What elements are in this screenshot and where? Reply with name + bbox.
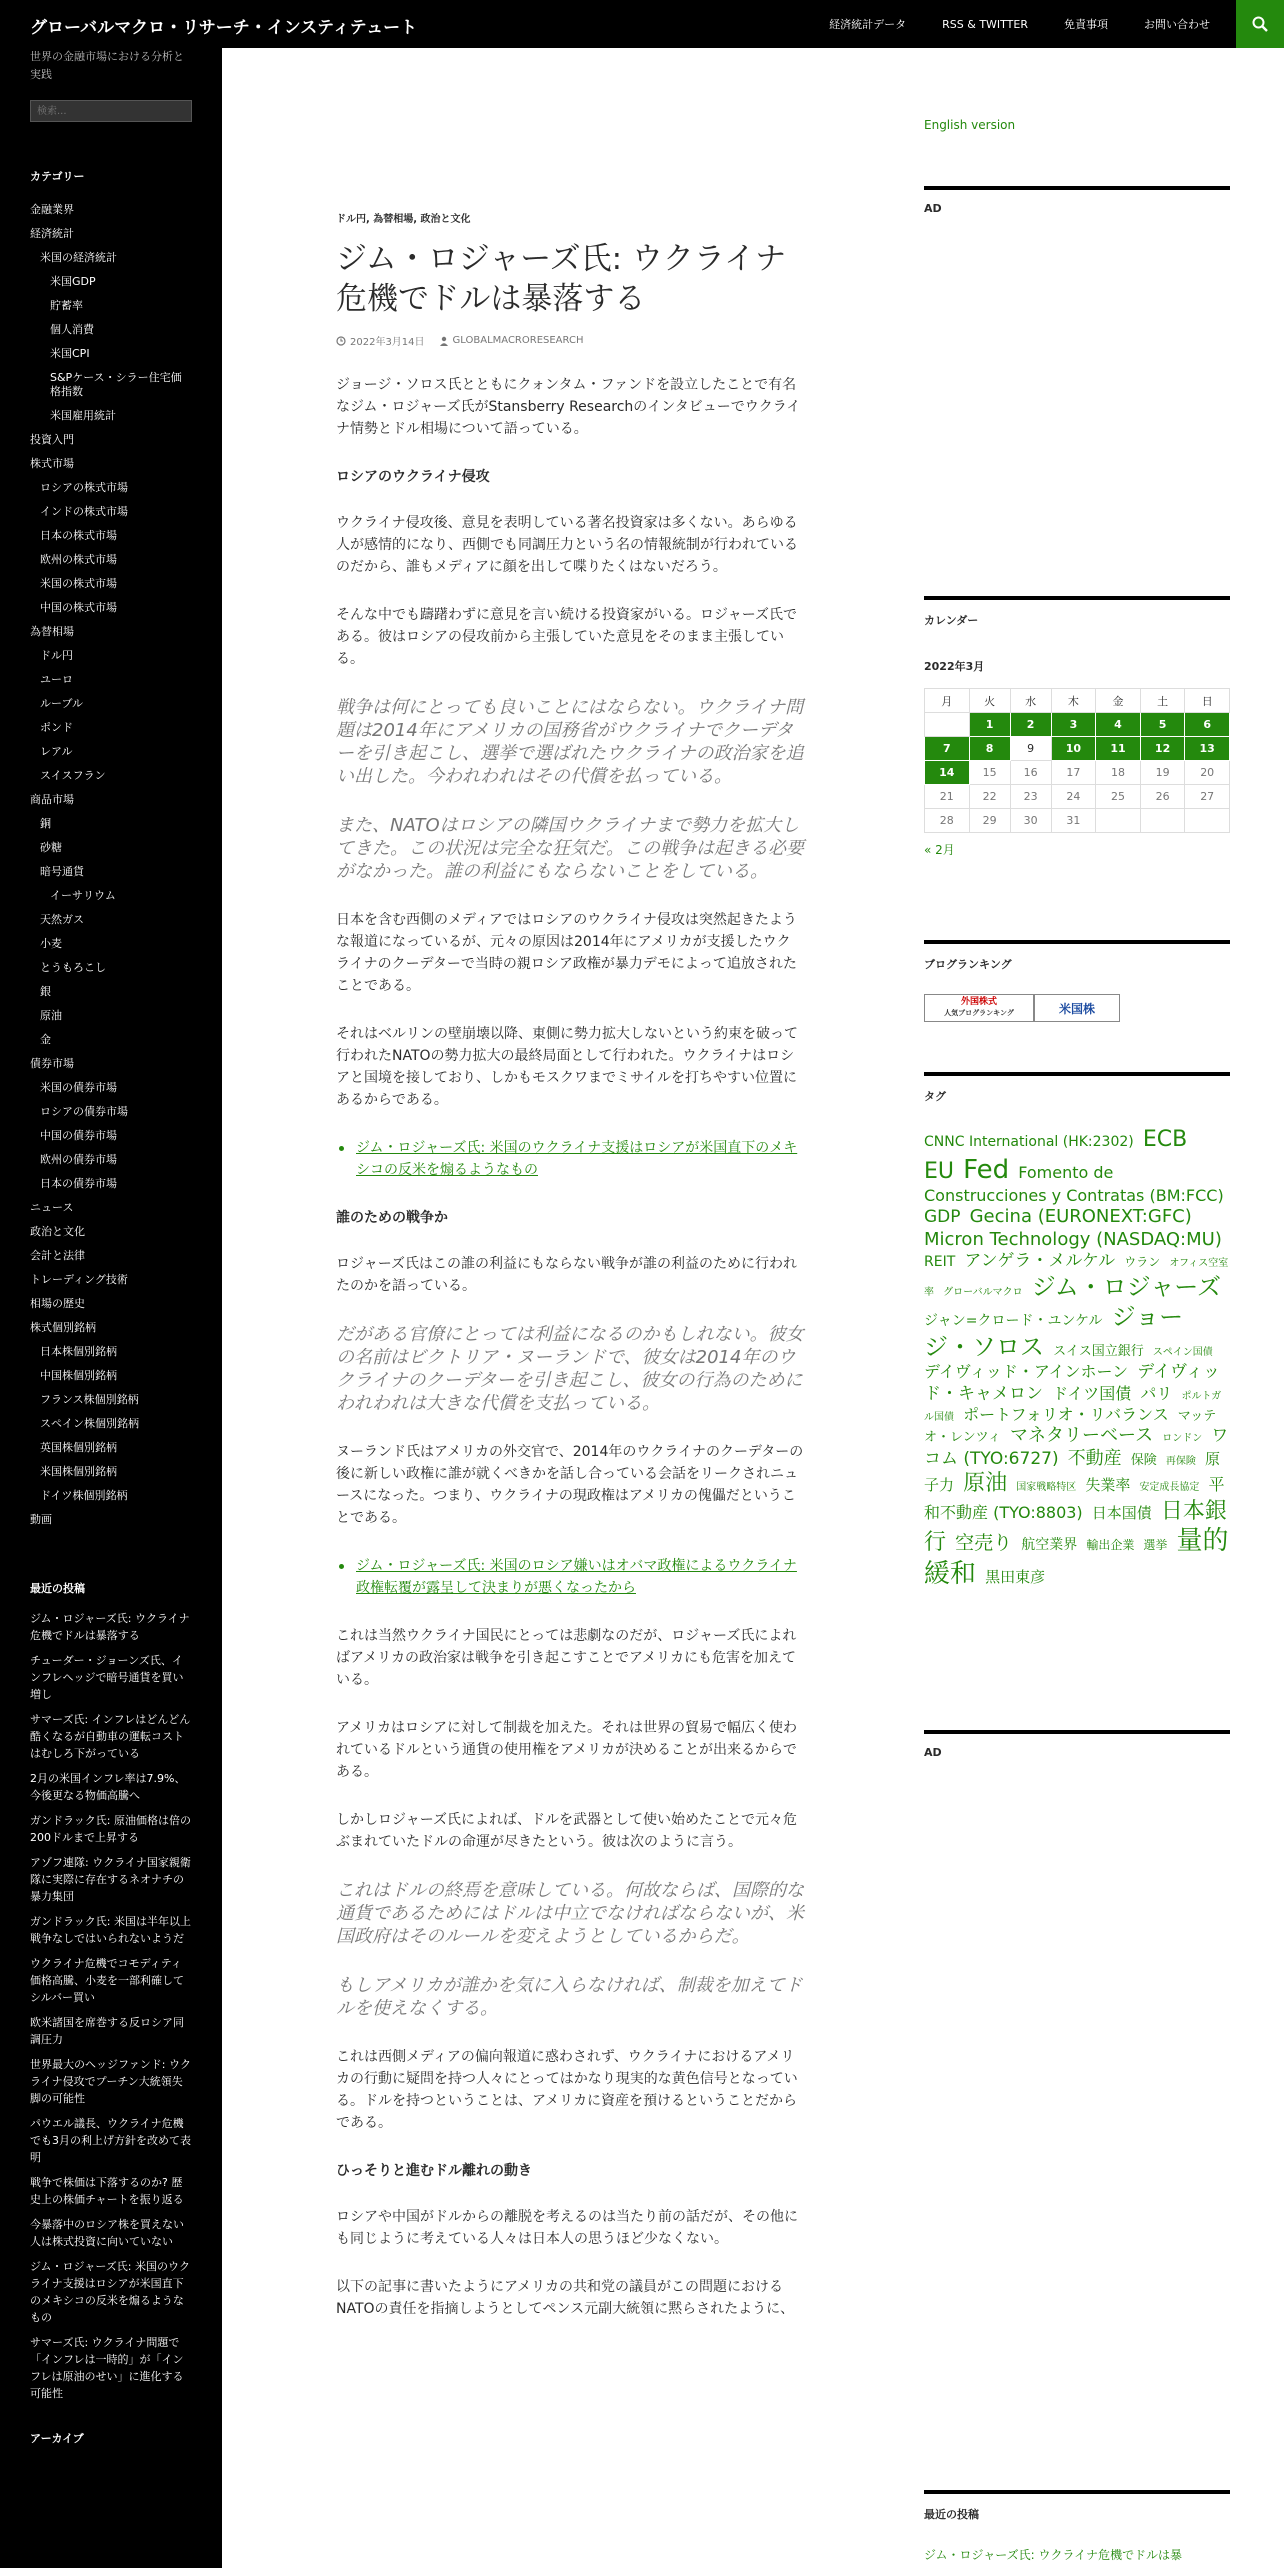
- paragraph: ヌーランド氏はアメリカの外交官で、2014年のウクライナのクーデターの後に新しい政権に誰が就くべきかを話し合っている会話をリークされニュースになった。つまり、ウクライナの現政権はアメリカの傀儡だということである。: [336, 1444, 804, 1526]
- calendar-day: 18: [1096, 761, 1141, 785]
- calendar-table: [924, 688, 1230, 833]
- recent-post-link[interactable]: ジム・ロジャーズ氏: ウクライナ危機でドルは暴: [924, 2548, 1182, 2562]
- tag-link[interactable]: 量的緩和: [924, 1526, 1229, 1589]
- calendar-day: 20: [1185, 761, 1230, 785]
- calendar-day: 16: [1010, 761, 1051, 785]
- category-item[interactable]: 砂糖: [40, 841, 62, 854]
- category-item[interactable]: 欧州の株式市場: [40, 553, 117, 566]
- tag-link[interactable]: アンゲラ・メルケル: [964, 1251, 1116, 1271]
- paragraph: アメリカはロシアに対して制裁を加えた。それは世界の貿易で幅広く使われているドルという通貨の使用権をアメリカが決めることが出来るからである。: [336, 1720, 798, 1780]
- category-item[interactable]: 為替相場: [30, 625, 74, 638]
- category-item[interactable]: イーサリウム: [50, 889, 116, 902]
- category-item[interactable]: 天然ガス: [40, 913, 84, 926]
- category-item[interactable]: 欧州の債券市場: [40, 1153, 117, 1166]
- category-item[interactable]: 米国の株式市場: [40, 577, 117, 590]
- category-item[interactable]: 英国株個別銘柄: [40, 1441, 117, 1454]
- category-item[interactable]: 中国の株式市場: [40, 601, 117, 614]
- recent-post-link[interactable]: 戦争で株価は下落するのか? 歴史上の株価チャートを振り返る: [30, 2176, 184, 2206]
- category-item[interactable]: 個人消費: [50, 323, 94, 336]
- tag-link[interactable]: マッテオ・レンツィ: [924, 1408, 1217, 1445]
- paragraph: ウクライナ侵攻後、意見を表明している著名投資家は多くない。あらゆる人が感情的になり、西側でも同調圧力という名の情報統制が行われているのだから、誰もメディアに顔を出して喋りたくはないだろう。: [336, 515, 798, 575]
- tag-link[interactable]: マネタリーベース: [1010, 1425, 1154, 1446]
- category-item[interactable]: ドイツ株個別銘柄: [40, 1489, 128, 1502]
- recent-post-link[interactable]: サマーズ氏: インフレはどんどん酷くなるが自動車の運転コストはむしろ下がっている: [30, 1713, 191, 1760]
- calendar-day: 30: [1010, 809, 1051, 833]
- recent-posts-list: [30, 1610, 192, 2402]
- calendar-heading: カレンダー: [924, 614, 979, 627]
- calendar-day[interactable]: 10: [1051, 737, 1096, 761]
- calendar-widget: [924, 596, 1230, 858]
- nav-item-contact[interactable]: お問い合わせ: [1144, 18, 1210, 31]
- entry-date-text: 2022年3月14日: [350, 337, 425, 348]
- tag-link[interactable]: 不動産: [1067, 1447, 1122, 1469]
- calendar-day[interactable]: 12: [1140, 737, 1185, 761]
- recent-post-link[interactable]: パウエル議長、ウクライナ危機でも3月の利上げ方針を改めて表明: [30, 2117, 191, 2164]
- category-item[interactable]: 米国CPI: [50, 347, 90, 360]
- calendar-day: 9: [1010, 737, 1051, 761]
- banner-line: 米国株: [1058, 1001, 1095, 1016]
- ad-widget: [924, 1730, 1230, 1759]
- category-item[interactable]: 日本株個別銘柄: [40, 1345, 117, 1358]
- entry-author[interactable]: [439, 335, 584, 346]
- tags-widget: [924, 1072, 1230, 1590]
- category-item[interactable]: 小麦: [40, 937, 62, 950]
- recent-post-link[interactable]: ジム・ロジャーズ氏: 米国のウクライナ支援はロシアが米国直下のメキシコの反米を煽るようなもの: [30, 2260, 190, 2324]
- calendar-day: 27: [1185, 785, 1230, 809]
- category-item[interactable]: トレーディング技術: [30, 1273, 128, 1286]
- category-item[interactable]: 銅: [40, 817, 51, 830]
- tag-link[interactable]: 輸出企業: [1086, 1538, 1135, 1552]
- category-item[interactable]: ロシアの株式市場: [40, 481, 128, 494]
- us-stock-banner[interactable]: [1034, 994, 1120, 1022]
- calendar-day[interactable]: 4: [1096, 713, 1141, 737]
- nav-item-disclaimer[interactable]: 免責事項: [1064, 18, 1108, 31]
- recent-post-link[interactable]: サマーズ氏: ウクライナ問題で「インフレは一時的」が「インフレは原油のせい」に進化する可能性: [30, 2336, 184, 2400]
- related-article-link[interactable]: ジム・ロジャーズ氏: 米国のロシア嫌いはオバマ政権によるウクライナ政権転覆が露呈して決まりが悪くなったから: [356, 1558, 797, 1596]
- tag-link[interactable]: 安定成長協定: [1139, 1482, 1200, 1493]
- section-heading: ひっそりと進むドル離れの動き: [336, 2163, 532, 2179]
- tag-link[interactable]: 日本銀行: [924, 1498, 1227, 1555]
- site-tagline: 世界の金融市場における分析と実践: [30, 50, 184, 81]
- blockquote: もしアメリカが誰かを気に入らなければ、制裁を加えてドルを使えなくする。: [336, 1975, 803, 2019]
- category-item[interactable]: 米国の経済統計: [40, 251, 117, 264]
- calendar-day: 25: [1096, 785, 1141, 809]
- recent-posts-heading: 最近の投稿: [30, 1582, 85, 1595]
- ranking-banners: [924, 994, 1230, 1022]
- blockquote: 戦争は何にとっても良いことにはならない。ウクライナ問題は2014年にアメリカの国務省がウクライナでクーデターを引き起こし、選挙で選ばれたウクライナの政治家を追い出した。今われわれはその代償を払っている。: [336, 697, 804, 787]
- search-icon: [1251, 15, 1269, 33]
- calendar-caption: 2022年3月: [924, 660, 985, 673]
- category-item[interactable]: ユーロ: [40, 673, 73, 686]
- calendar-day[interactable]: 14: [925, 761, 970, 785]
- tag-link[interactable]: デイヴィッド・キャメロン: [924, 1362, 1221, 1404]
- nav-item-rss-twitter[interactable]: RSS & TWITTER: [942, 17, 1028, 31]
- calendar-day: 17: [1051, 761, 1096, 785]
- tag-link[interactable]: CNNC International (HK:2302): [924, 1134, 1134, 1150]
- calendar-weekday: 木: [1051, 689, 1096, 713]
- section-heading: ロシアのウクライナ侵攻: [336, 469, 490, 485]
- paragraph: これは西側メディアの偏向報道に惑わされず、ウクライナにおけるアメリカの行動に疑問を持つ人々にとってはかなり現実的な黄色信号となっている。ドルを持つということは、アメリカに資産を預けるということだからである。: [336, 2049, 798, 2131]
- calendar-day: 29: [969, 809, 1010, 833]
- calendar-day: 24: [1051, 785, 1096, 809]
- user-icon: [439, 336, 449, 346]
- calendar-day[interactable]: 7: [925, 737, 970, 761]
- category-item[interactable]: 会計と法律: [30, 1249, 85, 1262]
- category-item[interactable]: 米国GDP: [50, 275, 96, 288]
- banner-line: 人気ブログランキング: [944, 1009, 1014, 1017]
- top-nav: [793, 0, 1210, 48]
- calendar-day: 28: [925, 809, 970, 833]
- category-item[interactable]: フランス株個別銘柄: [40, 1393, 139, 1406]
- tag-link[interactable]: 日本国債: [1091, 1503, 1152, 1522]
- foreign-stock-ranking-banner[interactable]: [924, 994, 1034, 1022]
- ranking-heading: ブログランキング: [924, 958, 1012, 971]
- tag-link[interactable]: ジム・ロジャーズ: [1031, 1273, 1222, 1302]
- category-item[interactable]: スペイン株個別銘柄: [40, 1417, 139, 1430]
- ranking-widget: [924, 940, 1230, 1022]
- category-item[interactable]: ポンド: [40, 721, 73, 734]
- clock-icon: [336, 336, 346, 346]
- calendar-weekday: 水: [1010, 689, 1051, 713]
- category-item[interactable]: 債券市場: [30, 1057, 74, 1070]
- calendar-day: 22: [969, 785, 1010, 809]
- tag-cloud: [924, 1126, 1230, 1590]
- tag-link[interactable]: 空売り: [955, 1532, 1013, 1554]
- category-item[interactable]: ドル円: [40, 649, 73, 662]
- category-item[interactable]: レアル: [40, 745, 73, 758]
- recent-post-link[interactable]: 今暴落中のロシア株を買えない人は株式投資に向いていない: [30, 2218, 184, 2248]
- tag-link[interactable]: 国家戦略特区: [1016, 1482, 1077, 1493]
- entry-date[interactable]: [336, 333, 425, 348]
- category-item[interactable]: 投資入門: [30, 433, 74, 446]
- category-item[interactable]: 金融業界: [30, 203, 74, 216]
- related-link-item: [336, 1555, 804, 1599]
- tag-link[interactable]: ウラン: [1124, 1255, 1161, 1269]
- recent-post-link[interactable]: 欧米諸国を席巻する反ロシア同調圧力: [30, 2016, 184, 2046]
- tag-link[interactable]: ジャン=クロード・ユンケル: [924, 1313, 1103, 1330]
- blockquote: だがある官僚にとっては利益になるのかもしれない。彼女の名前はビクトリア・ヌーランドで、彼女は2014年のウクライナのクーデターを引き起こし、彼女の行為のためにわれわれは大きな代償を支払っている。: [336, 1324, 804, 1414]
- tag-link[interactable]: ポートフォリオ・リバランス: [963, 1404, 1169, 1424]
- tag-link[interactable]: ロンドン: [1162, 1433, 1203, 1444]
- related-article-link[interactable]: ジム・ロジャーズ氏: 米国のウクライナ支援はロシアが米国直下のメキシコの反米を煽るようなもの: [356, 1140, 798, 1178]
- recent-post-link[interactable]: アゾフ連隊: ウクライナ国家親衛隊に実際に存在するネオナチの暴力集団: [30, 1856, 191, 1903]
- tag-link[interactable]: ワコム (TYO:6727): [924, 1426, 1229, 1469]
- category-item[interactable]: インドの株式市場: [40, 505, 128, 518]
- related-link-item: [336, 1137, 804, 1181]
- calendar-day[interactable]: 2: [1010, 713, 1051, 737]
- recent-post-link[interactable]: ガンドラック氏: 原油価格は倍の200ドルまで上昇する: [30, 1814, 191, 1844]
- category-item[interactable]: 動画: [30, 1513, 52, 1526]
- tag-link[interactable]: デイヴィッド・アインホーン: [924, 1362, 1129, 1382]
- section-heading: 誰のための戦争か: [336, 1210, 448, 1226]
- calendar-day[interactable]: 5: [1140, 713, 1185, 737]
- tag-link[interactable]: グローバルマクロ: [943, 1287, 1023, 1299]
- ad-label: AD: [924, 1746, 942, 1759]
- calendar-prev-month-link[interactable]: « 2月: [924, 843, 955, 857]
- recent-post-link[interactable]: ジム・ロジャーズ氏: ウクライナ危機でドルは暴落する: [30, 1612, 190, 1642]
- category-item[interactable]: 暗号通貨: [40, 865, 84, 878]
- tag-link[interactable]: REIT: [924, 1254, 956, 1270]
- calendar-day: 21: [925, 785, 970, 809]
- calendar-day[interactable]: 8: [969, 737, 1010, 761]
- category-item[interactable]: 金: [40, 1033, 51, 1046]
- calendar-day: 19: [1140, 761, 1185, 785]
- category-item[interactable]: 経済統計: [30, 227, 74, 240]
- tag-link[interactable]: 保険: [1130, 1452, 1157, 1468]
- paragraph: ロシアや中国がドルからの離脱を考えるのは当たり前の話だが、その他にも同じように考えている人々は日本人の思うほど少なくない。: [336, 2209, 798, 2247]
- recent-post-link[interactable]: チューダー・ジョーンズ氏、インフレヘッジで暗号通貨を買い増し: [30, 1654, 184, 1701]
- tag-link[interactable]: オフィス空室率: [924, 1258, 1229, 1299]
- calendar-empty-cell: [1185, 809, 1230, 833]
- category-item[interactable]: 相場の歴史: [30, 1297, 85, 1310]
- paragraph: 日本を含む西側のメディアではロシアのウクライナ侵攻は突然起きたような報道になっているが、元々の原因は2014年にアメリカが支援したウクライナのクーデターで当時の親ロシア政権が暴力デモによって追放されたことである。: [336, 912, 797, 994]
- category-item[interactable]: 株式市場: [30, 457, 74, 470]
- site-title[interactable]: グローバルマクロ・リサーチ・インスティテュート: [30, 18, 418, 38]
- category-item[interactable]: スイスフラン: [40, 769, 106, 782]
- ad-widget: [924, 186, 1230, 215]
- tag-link[interactable]: 再保険: [1165, 1455, 1196, 1467]
- blockquote: また、NATOはロシアの隣国ウクライナまで勢力を拡大してきた。この状況は完全な狂気だ。この戦争は起きる必要がなかった。誰の利益にもならないことをしている。: [336, 815, 804, 882]
- paragraph: ロジャーズ氏はこの誰の利益にもならない戦争が誰の利益のために行われたのかを語っている。: [336, 1256, 798, 1294]
- calendar-weekday: 土: [1140, 689, 1185, 713]
- category-item[interactable]: 米国雇用統計: [50, 409, 116, 422]
- paragraph: そんな中でも躊躇わずに意見を言い続ける投資家がいる。ロジャーズ氏である。彼はロシアの侵攻前から主張していた意見をそのまま主張している。: [336, 607, 798, 667]
- calendar-day[interactable]: 6: [1185, 713, 1230, 737]
- category-item[interactable]: 銀: [40, 985, 51, 998]
- entry-author-text: GLOBALMACRORESEARCH: [452, 335, 584, 346]
- category-item[interactable]: 中国の債券市場: [40, 1129, 117, 1142]
- entry-meta: [336, 333, 804, 348]
- left-sidebar: [0, 48, 222, 2568]
- paragraph: それはベルリンの壁崩壊以降、東側に勢力拡大しないという約束を破って行われたNATOの勢力拡大の最終局面として行われた。ウクライナはロシアと国境を接しており、しかもモスクワまでミサイルを打ちやすい位置にあるからである。: [336, 1026, 798, 1108]
- category-item[interactable]: 貯蓄率: [50, 299, 83, 312]
- tag-link[interactable]: Micron Technology (NASDAQ:MU): [924, 1228, 1222, 1250]
- recent-post-link[interactable]: ガンドラック氏: 米国は半年以上戦争なしではいられないようだ: [30, 1915, 191, 1945]
- tag-link[interactable]: スペイン国債: [1152, 1347, 1213, 1359]
- tag-link[interactable]: ジョージ・ソロス: [924, 1303, 1184, 1362]
- calendar-empty-cell: [925, 713, 970, 737]
- article: [336, 210, 804, 2320]
- category-item[interactable]: 原油: [40, 1009, 62, 1022]
- search-toggle-button[interactable]: [1236, 0, 1284, 48]
- search-input[interactable]: [30, 100, 192, 122]
- calendar-day: 23: [1010, 785, 1051, 809]
- tag-link[interactable]: ドイツ国債: [1052, 1383, 1132, 1403]
- category-item[interactable]: 米国株個別銘柄: [40, 1465, 117, 1478]
- category-item[interactable]: 日本の債券市場: [40, 1177, 117, 1190]
- category-item[interactable]: 政治と文化: [30, 1225, 85, 1238]
- site-header: [0, 0, 1284, 48]
- recent-post-link[interactable]: ウクライナ危機でコモディティ価格高騰、小麦を一部利確してシルバー買い: [30, 1957, 184, 2004]
- paragraph: 以下の記事に書いたようにアメリカの共和党の議員がこの問題におけるNATOの責任を指摘しようとしてペンス元副大統領に黙らされたように、: [336, 2279, 795, 2317]
- category-item[interactable]: S&Pケース・シラー住宅価格指数: [50, 371, 182, 398]
- calendar-day: 26: [1140, 785, 1185, 809]
- nav-item-economic-data[interactable]: 経済統計データ: [829, 18, 907, 31]
- tag-link[interactable]: 黒田東彦: [985, 1567, 1046, 1586]
- calendar-day[interactable]: 13: [1185, 737, 1230, 761]
- tag-link[interactable]: Fed: [963, 1154, 1010, 1185]
- calendar-day[interactable]: 11: [1096, 737, 1141, 761]
- tag-link[interactable]: 原子力: [924, 1449, 1220, 1494]
- blockquote: これはドルの終焉を意味している。何故ならば、国際的な通貨であるためにはドルは中立でなければならないが、米国政府はそのルールを変えようとしているからだ。: [336, 1880, 804, 1947]
- tag-link[interactable]: 選挙: [1143, 1538, 1168, 1552]
- calendar-weekday: 火: [969, 689, 1010, 713]
- category-item[interactable]: 米国の債券市場: [40, 1081, 117, 1094]
- category-list: [30, 198, 192, 1532]
- calendar-empty-cell: [1140, 809, 1185, 833]
- tag-link[interactable]: スイス国立銀行: [1053, 1344, 1144, 1360]
- tag-link[interactable]: 失業率: [1085, 1476, 1131, 1494]
- category-item[interactable]: ロシアの債券市場: [40, 1105, 128, 1118]
- recent-post-link[interactable]: 2月の米国インフレ率は7.9%、今後更なる物価高騰へ: [30, 1772, 186, 1802]
- category-item[interactable]: ルーブル: [40, 697, 84, 710]
- category-item[interactable]: ニュース: [30, 1201, 74, 1214]
- category-item[interactable]: 中国株個別銘柄: [40, 1369, 117, 1382]
- entry-categories[interactable]: ドル円, 為替相場, 政治と文化: [336, 214, 471, 225]
- category-item[interactable]: 日本の株式市場: [40, 529, 117, 542]
- entry-title: ジム・ロジャーズ氏: ウクライナ危機でドルは暴落する: [336, 241, 786, 317]
- tag-link[interactable]: Fomento de Construcciones y Contratas (BM:FCC): [924, 1162, 1224, 1205]
- english-version-link[interactable]: English version: [924, 118, 1016, 132]
- tag-link[interactable]: 平和不動産 (TYO:8803): [924, 1475, 1225, 1522]
- tag-link[interactable]: ECB: [1142, 1127, 1188, 1152]
- archive-heading: アーカイブ: [30, 2432, 84, 2445]
- paragraph: しかしロジャーズ氏によれば、ドルを武器として使い始めたことで元々危ぶまれていたドルの命運が尽きたという。彼は次のように言う。: [336, 1812, 798, 1850]
- ad-label: AD: [924, 202, 942, 215]
- paragraph: ジョージ・ソロス氏とともにクォンタム・ファンドを設立したことで有名なジム・ロジャーズ氏がStansberry Researchのインタビューでウクライナ情勢とドル相場について語っている。: [336, 377, 801, 437]
- categories-heading: カテゴリー: [30, 170, 85, 183]
- paragraph: これは当然ウクライナ国民にとっては悲劇なのだが、ロジャーズ氏によればアメリカの政治家は戦争を引き起こすことでアメリカにも危害を加えている。: [336, 1628, 797, 1688]
- calendar-weekday: 月: [925, 689, 970, 713]
- calendar-weekday: 金: [1096, 689, 1141, 713]
- recent-post-link[interactable]: 世界最大のヘッジファンド: ウクライナ侵攻でプーチン大統領失脚の可能性: [30, 2058, 191, 2105]
- category-item[interactable]: とうもろこし: [40, 961, 106, 974]
- calendar-day[interactable]: 1: [969, 713, 1010, 737]
- tags-heading: タグ: [924, 1090, 946, 1103]
- calendar-day: 31: [1051, 809, 1096, 833]
- calendar-day: 15: [969, 761, 1010, 785]
- tag-link[interactable]: パリ: [1140, 1383, 1173, 1403]
- calendar-weekday: 日: [1185, 689, 1230, 713]
- tag-link[interactable]: GDP: [924, 1207, 961, 1227]
- calendar-day[interactable]: 3: [1051, 713, 1096, 737]
- tag-link[interactable]: 原油: [963, 1471, 1008, 1496]
- tag-link[interactable]: EU: [924, 1158, 955, 1184]
- category-item[interactable]: 株式個別銘柄: [30, 1321, 96, 1334]
- banner-line: 外国株式: [960, 997, 997, 1007]
- tag-link[interactable]: 航空業界: [1021, 1537, 1078, 1553]
- tag-link[interactable]: ポルトガル国債: [924, 1390, 1222, 1423]
- recent-posts-widget: [924, 2490, 1230, 2564]
- tag-link[interactable]: Gecina (EURONEXT:GFC): [969, 1206, 1192, 1227]
- category-item[interactable]: 商品市場: [30, 793, 74, 806]
- recent-posts-heading: 最近の投稿: [924, 2508, 979, 2521]
- calendar-empty-cell: [1096, 809, 1141, 833]
